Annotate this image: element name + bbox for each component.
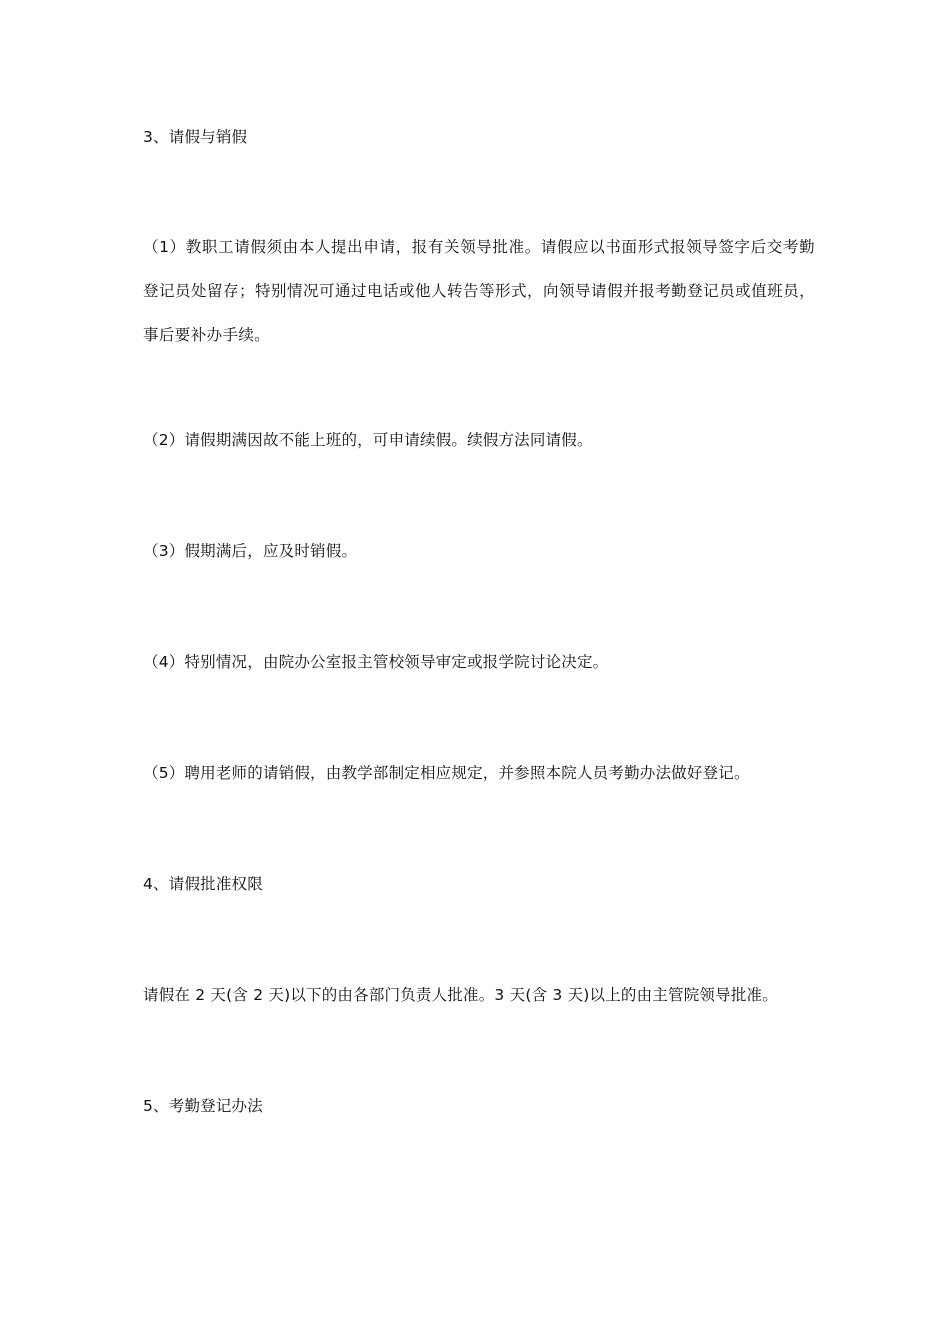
section-4-heading: 4、请假批准权限 [143, 875, 263, 893]
paragraph-item-1: （1）教职工请假须由本人提出申请，报有关领导批准。请假应以书面形式报领导签字后交考勤登记员处留存；特别情况可通过电话或他人转告等形式，向领导请假并报考勤登记员或值班员，事后要补办手续。 [143, 238, 815, 344]
paragraph-item-5: （5）聘用老师的请销假，由教学部制定相应规定，并参照本院人员考勤办法做好登记。 [143, 764, 750, 782]
paragraph-item-4: （4）特别情况，由院办公室报主管校领导审定或报学院讨论决定。 [143, 653, 609, 671]
paragraph-item-2: （2）请假期满因故不能上班的，可申请续假。续假方法同请假。 [143, 431, 593, 449]
paragraph-item-3: （3）假期满后，应及时销假。 [143, 542, 358, 560]
approval-authority-text: 请假在 2 天(含 2 天)以下的由各部门负责人批准。3 天(含 3 天)以上的由主管院领导批准。 [143, 986, 778, 1004]
section-3-heading: 3、请假与销假 [143, 128, 248, 146]
section-5-heading: 5、考勤登记办法 [143, 1097, 263, 1115]
